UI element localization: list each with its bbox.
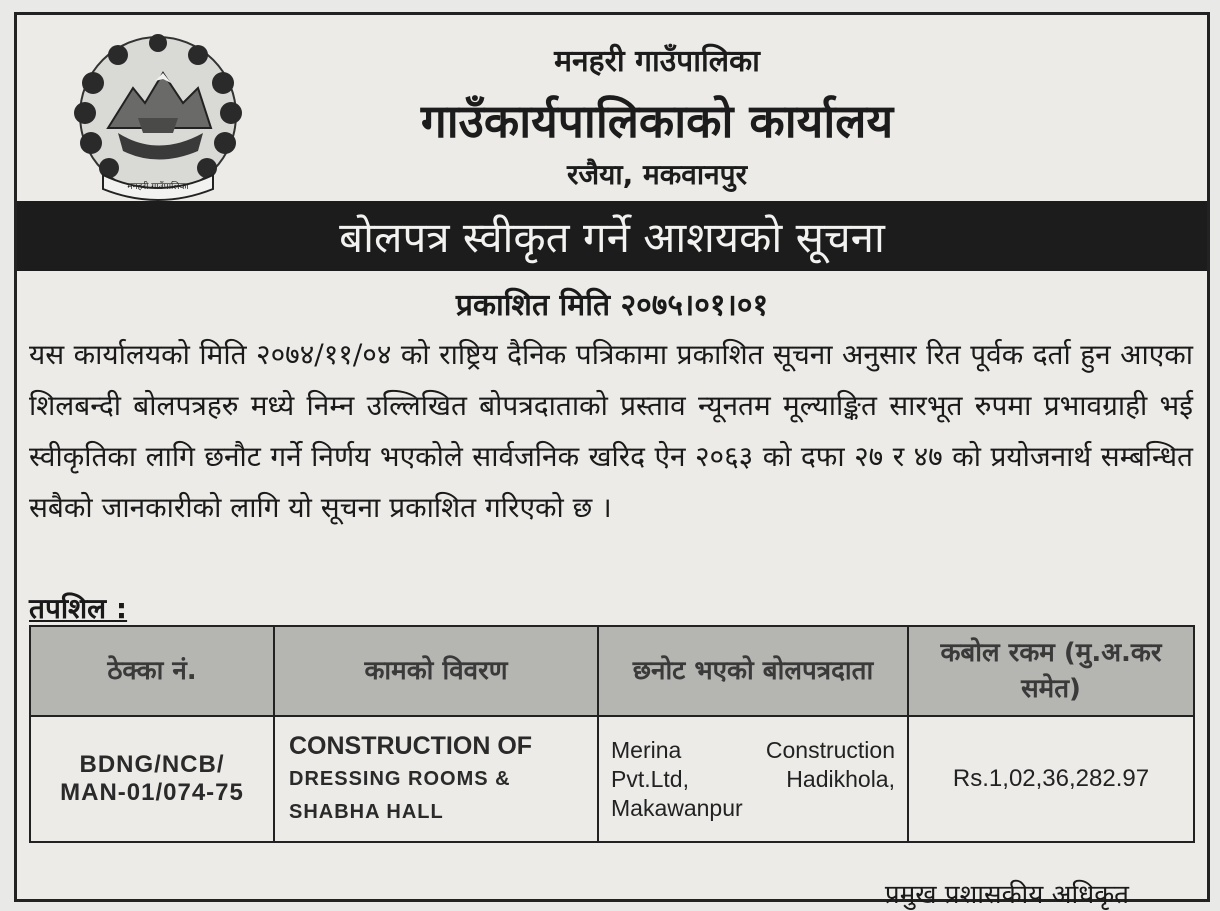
- table-row: [30, 716, 1194, 842]
- header-selected-bidder: छनोट भएको बोलपत्रदाता: [598, 626, 908, 716]
- bidder-cell: Merina Construction Pvt.Ltd, Hadikhola, Makawanpur: [598, 716, 908, 842]
- details-label: तपशिल :: [29, 592, 128, 625]
- award-table: [29, 625, 1195, 843]
- emblem-ribbon-text: मनहरी गाउँपालिका: [127, 182, 189, 192]
- published-date: प्रकाशित मिति २०७५।०१।०१: [455, 288, 769, 323]
- work-line2: DRESSING ROOMS &: [289, 767, 511, 790]
- office-title: गाउँकार्यपालिकाको कार्यालय: [420, 94, 894, 148]
- notice-body: यस कार्यालयको मिति २०७४/११/०४ को राष्ट्रिय दैनिक पत्रिकामा प्रकाशित सूचना अनुसार रित पूर्वक दर्ता हुन आएका शिलबन्दी बोलपत्रहरु मध्ये निम्न उल्लिखित बोपत्रदाताको प्रस्ताव न्यूनतम मूल्याङ्कित सारभूत रुपमा प्रभावग्राही भई स्वीकृतिका लागि छनौट गर्ने निर्णय भएकोले सार्वजनिक खरिद ऐन २०६३ को दफा २७ र ४७ को प्रयोजनार्थ सम्बन्धित सबैको जानकारीको लागि यो सूचना प्रकाशित गरिएको छ ।: [29, 338, 1193, 524]
- notice-title-banner: [17, 201, 1207, 271]
- office-address: रजैया, मकवानपुर: [566, 158, 748, 191]
- table-header-row: [30, 626, 1194, 716]
- header-bid-amount: कबोल रकम (मु.अ.कर समेत): [908, 626, 1194, 716]
- contract-number-line2: MAN-01/074-75: [60, 779, 244, 806]
- nepal-emblem-icon: [63, 33, 253, 203]
- header-work-description: कामको विवरण: [274, 626, 598, 716]
- header-contract-no: ठेक्का नं.: [30, 626, 274, 716]
- notice-frame: [14, 12, 1210, 910]
- notice-title: बोलपत्र स्वीकृत गर्ने आशयको सूचना: [339, 212, 885, 262]
- municipality-name: मनहरी गाउँपालिका: [554, 44, 760, 79]
- work-description-cell: [274, 716, 598, 842]
- contract-number-line1: BDNG/NCB/: [79, 751, 225, 778]
- amount-cell: Rs.1,02,36,282.97: [908, 716, 1194, 842]
- signatory-title: प्रमुख प्रशासकीय अधिकृत: [884, 880, 1129, 910]
- work-line3: SHABHA HALL: [289, 800, 444, 823]
- work-line1: CONSTRUCTION OF: [289, 731, 533, 760]
- contract-number-cell: [30, 716, 274, 842]
